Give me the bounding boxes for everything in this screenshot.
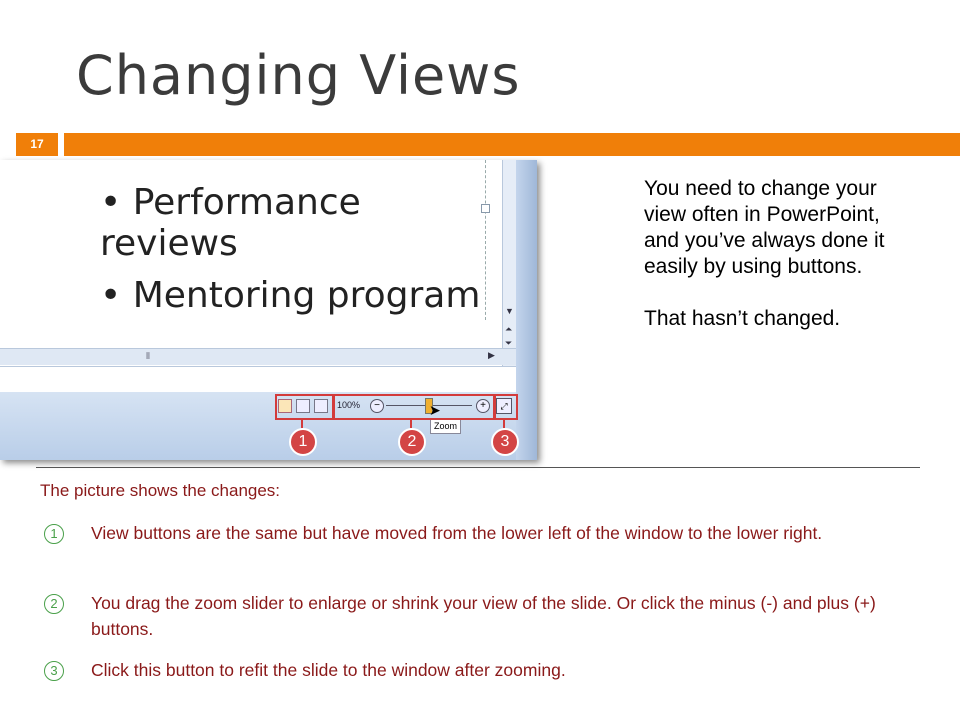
- window-frame: [516, 160, 537, 460]
- side-paragraph-2: That hasn’t changed.: [644, 307, 841, 330]
- bullet-dot: •: [100, 275, 122, 316]
- bullet-item: [100, 182, 502, 264]
- scroll-right-icon[interactable]: ▶: [488, 350, 495, 360]
- callout-line: [410, 418, 412, 428]
- callout-line: [503, 418, 505, 428]
- callout-1: 1: [289, 428, 317, 456]
- zoom-in-icon[interactable]: +: [476, 399, 490, 413]
- divider: [36, 467, 920, 468]
- bullet-text: Performance reviews: [100, 182, 361, 264]
- step-number: 3: [44, 661, 64, 681]
- bullet-text: Mentoring program: [132, 275, 481, 316]
- zoom-tooltip: Zoom: [430, 418, 461, 434]
- powerpoint-screenshot: [0, 160, 537, 460]
- side-paragraph-1: You need to change your view often in PowerPoint, and you’ve always done it easily by using buttons.: [644, 177, 885, 278]
- slide-number: 17: [16, 133, 58, 156]
- step-text: Click this button to refit the slide to the window after zooming.: [91, 660, 566, 680]
- callout-line: [301, 418, 303, 428]
- highlight-zoom-slider: [333, 394, 495, 420]
- callout-2: 2: [398, 428, 426, 456]
- placeholder-border: [485, 160, 486, 320]
- accent-bar: [64, 133, 960, 156]
- step-number: 1: [44, 524, 64, 544]
- resize-handle[interactable]: [481, 204, 490, 213]
- zoom-level[interactable]: 100%: [337, 400, 361, 410]
- bullet-dot: •: [100, 182, 122, 223]
- step-text: You drag the zoom slider to enlarge or shrink your view of the slide. Or click the minus (-) and plus (+) buttons.: [91, 593, 876, 639]
- caption: The picture shows the changes:: [40, 481, 281, 500]
- mouse-cursor-icon: ➤: [429, 402, 441, 418]
- step-number: 2: [44, 594, 64, 614]
- fit-to-window-icon[interactable]: ⤢: [496, 398, 512, 414]
- next-slide-icon[interactable]: ⏷: [505, 338, 513, 348]
- highlight-view-buttons: [275, 394, 334, 420]
- side-description: [644, 176, 914, 332]
- page-title: Changing Views: [76, 44, 521, 107]
- previous-slide-icon[interactable]: ⏶: [505, 324, 513, 334]
- bullet-item: [100, 275, 480, 316]
- callout-3: 3: [491, 428, 519, 456]
- zoom-out-icon[interactable]: −: [370, 399, 384, 413]
- scroll-down-icon[interactable]: ▼: [505, 306, 514, 316]
- highlight-fit-button: [494, 394, 518, 420]
- step-text: View buttons are the same but have moved from the lower left of the window to the lower right.: [91, 523, 823, 543]
- scroll-thumb-grip[interactable]: ⦀: [146, 351, 150, 361]
- horizontal-scrollbar[interactable]: [0, 348, 516, 365]
